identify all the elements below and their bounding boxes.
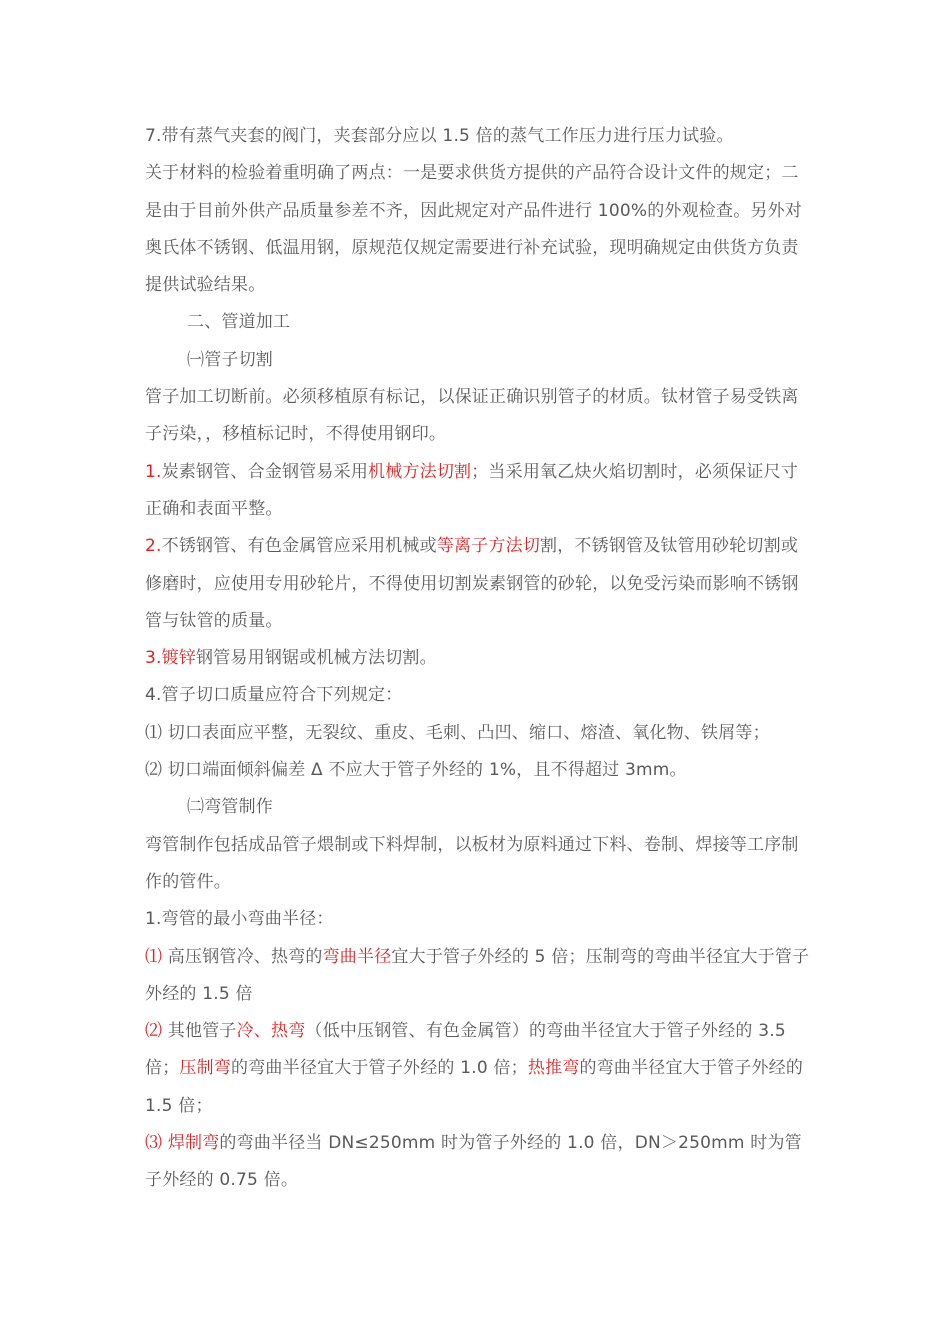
paragraph <box>145 789 810 826</box>
text-run: 1.弯管的最小弯曲半径： <box>145 909 334 930</box>
text-run: 弯管制作包括成品管子煨制或下料焊制，以板材为原料通过下料、卷制、焊接等工序制作的管件。 <box>145 834 799 892</box>
paragraph <box>145 939 810 1014</box>
highlighted-text: 镀锌 <box>161 648 197 669</box>
highlighted-text: 热推弯 <box>527 1058 580 1079</box>
paragraph <box>145 118 810 155</box>
text-run: 7.带有蒸气夹套的阀门，夹套部分应以 1.5 倍的蒸气工作压力进行压力试验。 <box>145 126 734 146</box>
text-run: 4.管子切口质量应符合下列规定： <box>145 685 403 706</box>
text-run: 关于材料的检验着重明确了两点：一是要求供货方提供的产品符合设计文件的规定；二是由于目前外供产品质量参差不齐，因此规定对产品件进行 100%的外观检查。另外对奥氏体不锈钢、低温用钢，原规范仅规定需要进行补充试验，现明确规定由供货方负责提供试验结果。 <box>145 163 803 296</box>
text-run: ㈠管子切割 <box>187 349 273 370</box>
text-run: 管子加工切断前。必须移植原有标记，以保证正确识别管子的材质。钛材管子易受铁离子污染，，移植标记时，不得使用钢印。 <box>145 387 799 445</box>
highlighted-text: ⑵ <box>145 1021 163 1042</box>
paragraph <box>145 827 810 902</box>
paragraph <box>145 304 810 341</box>
document-body <box>145 118 810 1200</box>
highlighted-text: 机械方法切割 <box>368 461 472 482</box>
paragraph <box>145 715 810 752</box>
paragraph <box>145 155 810 304</box>
text-run: 的弯曲半径当 DN≤250mm 时为管子外经的 1.0 倍，DN＞250mm 时为管子外经的 0.75 倍。 <box>145 1133 802 1191</box>
paragraph <box>145 677 810 714</box>
paragraph <box>145 1125 810 1200</box>
paragraph <box>145 379 810 454</box>
text-run: ㈡弯管制作 <box>187 797 273 818</box>
text-run: （低中压钢管、有色金属管）的弯曲半径宜大于管子外经的 3.5 倍； <box>145 1021 786 1079</box>
highlighted-text: ⑴ <box>145 946 163 967</box>
paragraph <box>145 528 810 640</box>
highlighted-text: 弯曲半径 <box>322 946 392 967</box>
highlighted-text: 压制弯 <box>179 1058 232 1079</box>
text-run: 钢管易用钢锯或机械方法切割。 <box>196 648 437 669</box>
text-run: 炭素钢管、合金钢管易采用 <box>161 461 369 482</box>
text-run: ⑴ 切口表面应平整，无裂纹、重皮、毛刺、凸凹、缩口、熔渣、氧化物、铁屑等； <box>145 722 770 743</box>
text-run: ；当采用氧乙炔火焰切割时，必须保证尺寸正确和表面平整。 <box>145 461 799 519</box>
highlighted-text: 冷、热弯 <box>236 1021 306 1042</box>
paragraph <box>145 752 810 789</box>
text-run: 其他管子 <box>162 1021 237 1042</box>
paragraph <box>145 640 810 677</box>
highlighted-text: 焊制弯 <box>167 1133 220 1154</box>
text-run: 割，不锈钢管及钛管用砂轮切割或修磨时，应使用专用砂轮片，不得使用切割炭素钢管的砂轮，以免受污染而影响不锈钢管与钛管的质量。 <box>145 536 799 631</box>
text-run: 高压钢管冷、热弯的 <box>162 946 323 967</box>
paragraph <box>145 342 810 379</box>
text-run: 的弯曲半径宜大于管子外经的 1.0 倍； <box>231 1058 528 1079</box>
highlighted-text: 3. <box>145 648 162 669</box>
highlighted-text: 等离子方法切 <box>436 536 541 557</box>
highlighted-text: ⑶ <box>145 1133 163 1154</box>
paragraph <box>145 454 810 529</box>
paragraph <box>145 1013 810 1125</box>
highlighted-text: 2. <box>145 536 162 557</box>
highlighted-text: 1. <box>145 461 162 482</box>
text-run: 的弯曲半径宜大于管子外经的 1.5 倍； <box>145 1058 804 1116</box>
text-run: ⑵ 切口端面倾斜偏差 Δ 不应大于管子外经的 1%，且不得超过 3mm。 <box>145 760 687 781</box>
text-run: 宜大于管子外经的 5 倍；压制弯的弯曲半径宜大于管子外经的 1.5 倍 <box>145 946 810 1004</box>
paragraph <box>145 901 810 938</box>
text-run: 不锈钢管、有色金属管应采用机械或 <box>161 536 437 557</box>
text-run: 二、管道加工 <box>187 312 291 333</box>
